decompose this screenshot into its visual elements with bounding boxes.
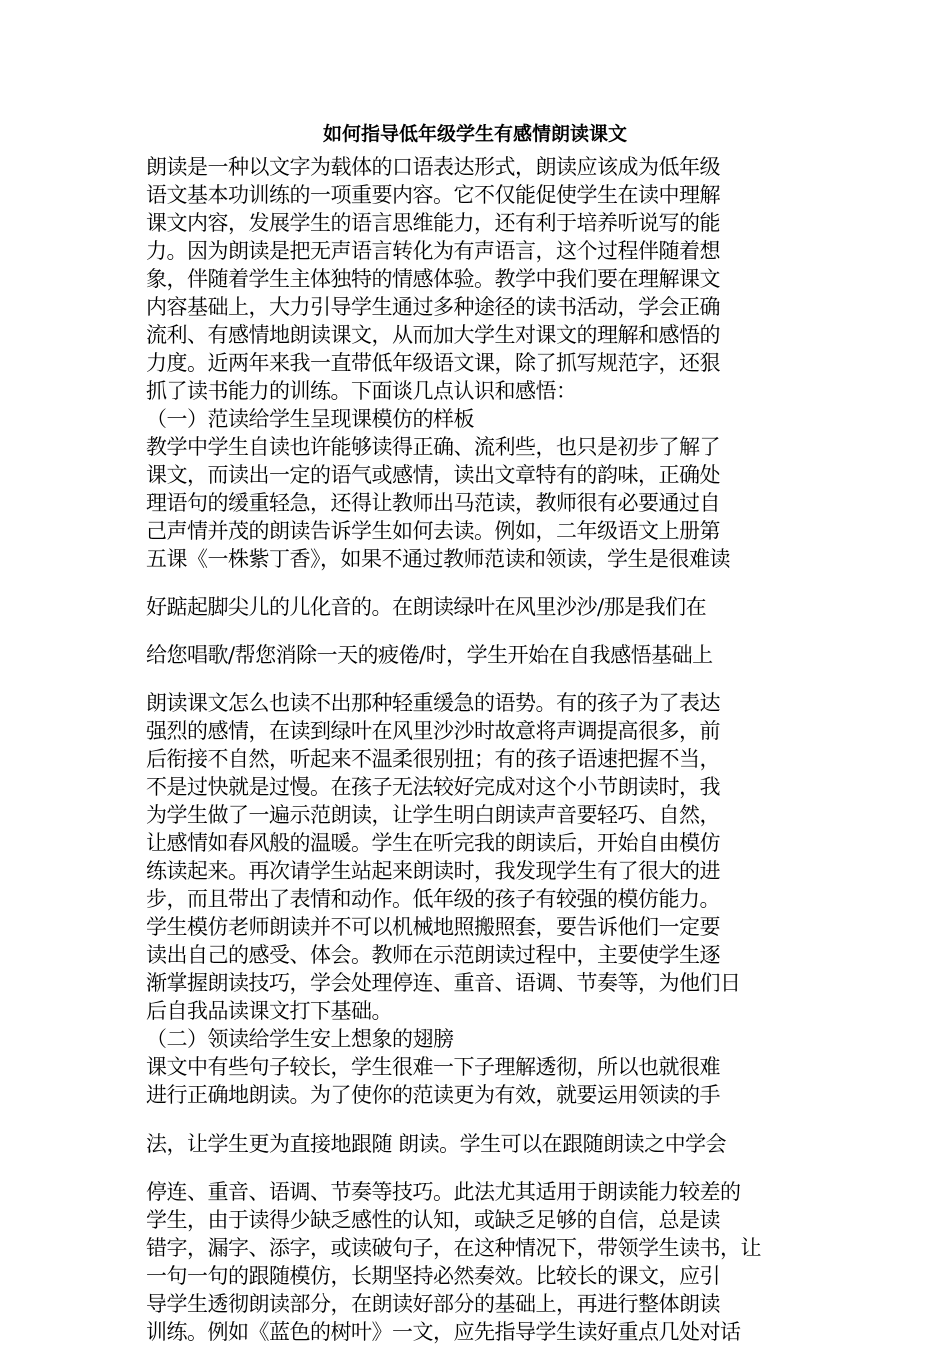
paragraph-line: 导学生透彻朗读部分，在朗读好部分的基础上，再进行整体朗读 [146,1292,720,1316]
paragraph-line: 一句一句的跟随模仿，长期坚持必然奏效。比较长的课文，应引 [146,1264,720,1288]
paragraph-line: 后衔接不自然，听起来不温柔很别扭；有的孩子语速把握不当， [146,747,720,771]
paragraph-line: 己声情并茂的朗读告诉学生如何去读。例如，二年级语文上册第 [146,519,720,543]
section-heading-2: （二）领读给学生安上想象的翅膀 [146,1027,454,1051]
paragraph-line: 朗读是一种以文字为载体的口语表达形式，朗读应该成为低年级 [146,155,720,179]
paragraph-line: 停连、重音、语调、节奏等技巧。此法尤其适用于朗读能力较差的 [146,1180,741,1204]
paragraph-line: 好踮起脚尖儿的儿化音的。在朗读绿叶在风里沙沙/那是我们在 [146,595,707,619]
paragraph-line: 不是过快就是过慢。在孩子无法较好完成对这个小节朗读时，我 [146,775,720,799]
section-heading-1: （一）范读给学生呈现课模仿的样板 [146,407,474,431]
paragraph-line: 渐掌握朗读技巧，学会处理停连、重音、语调、节奏等，为他们日 [146,971,741,995]
document-title: 如何指导低年级学生有感情朗读课文 [322,123,627,145]
paragraph-line: 抓了读书能力的训练。下面谈几点认识和感悟： [146,379,577,403]
paragraph-line: 语文基本功训练的一项重要内容。它不仅能促使学生在读中理解 [146,183,720,207]
paragraph-line: 朗读课文怎么也读不出那种轻重缓急的语势。有的孩子为了表达 [146,691,720,715]
paragraph-line: 进行正确地朗读。为了使你的范读更为有效，就要运用领读的手 [146,1083,720,1107]
paragraph-line: 强烈的感情，在读到绿叶在风里沙沙时故意将声调提高很多，前 [146,719,720,743]
paragraph-line: 训练。例如《蓝色的树叶》一文，应先指导学生读好重点几处对话 [146,1320,741,1344]
paragraph-line: 练读起来。再次请学生站起来朗读时，我发现学生有了很大的进 [146,859,720,883]
paragraph-line: 流利、有感情地朗读课文，从而加大学生对课文的理解和感悟的 [146,323,720,347]
paragraph-line: 五课《一株紫丁香》，如果不通过教师范读和领读，学生是很难读 [146,547,730,571]
paragraph-line: 让感情如春风般的温暖。学生在听完我的朗读后，开始自由模仿 [146,831,720,855]
paragraph-line: 力度。近两年来我一直带低年级语文课，除了抓写规范字，还狠 [146,351,720,375]
paragraph-line: 课文内容，发展学生的语言思维能力，还有利于培养听说写的能 [146,211,720,235]
paragraph-line: 步，而且带出了表情和动作。低年级的孩子有较强的模仿能力。 [146,887,720,911]
paragraph-line: 学生，由于读得少缺乏感性的认知，或缺乏足够的自信，总是读 [146,1208,720,1232]
paragraph-line: 理语句的缓重轻急，还得让教师出马范读，教师很有必要通过自 [146,491,720,515]
paragraph-line: 学生模仿老师朗读并不可以机械地照搬照套，要告诉他们一定要 [146,915,720,939]
paragraph-line: 课文中有些句子较长，学生很难一下子理解透彻，所以也就很难 [146,1055,720,1079]
paragraph-line: 教学中学生自读也许能够读得正确、流利些，也只是初步了解了 [146,435,720,459]
paragraph-line: 象，伴随着学生主体独特的情感体验。教学中我们要在理解课文 [146,267,720,291]
paragraph-line: 力。因为朗读是把无声语言转化为有声语言，这个过程伴随着想 [146,239,720,263]
paragraph-line: 课文，而读出一定的语气或感情，读出文章特有的韵味，正确处 [146,463,720,487]
paragraph-line: 错字，漏字、添字，或读破句子，在这种情况下，带领学生读书，让 [146,1236,761,1260]
paragraph-line: 读出自己的感受、体会。教师在示范朗读过程中，主要使学生逐 [146,943,720,967]
paragraph-line: 法，让学生更为直接地跟随 朗读。学生可以在跟随朗读之中学会 [146,1132,727,1156]
paragraph-line: 内容基础上，大力引导学生通过多种途径的读书活动，学会正确 [146,295,720,319]
paragraph-line: 给您唱歌/帮您消除一天的疲倦/时，学生开始在自我感悟基础上 [146,643,713,667]
paragraph-line: 后自我品读课文打下基础。 [146,999,392,1023]
paragraph-line: 为学生做了一遍示范朗读，让学生明白朗读声音要轻巧、自然， [146,803,720,827]
